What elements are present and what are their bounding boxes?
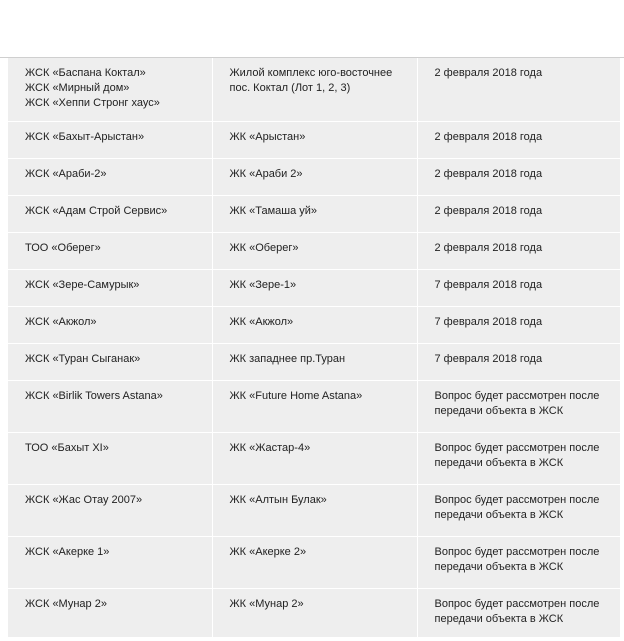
cell-text: ЖСК «Бахыт-Арыстан» — [25, 131, 145, 143]
cell-text: 2 февраля 2018 года — [434, 168, 543, 180]
complex-cell — [212, 381, 417, 433]
cell-text: передачи объекта в ЖСК — [434, 457, 564, 469]
cell-text: передачи объекта в ЖСК — [434, 405, 564, 417]
table-row — [8, 381, 620, 433]
organization-cell — [8, 270, 212, 307]
table-row — [8, 159, 620, 196]
cell-text: 7 февраля 2018 года — [434, 353, 543, 365]
cell-text: ЖК «Арыстан» — [229, 131, 306, 143]
cell-text: 2 февраля 2018 года — [434, 67, 543, 79]
cell-text: ЖСК «Жас Отау 2007» — [25, 494, 143, 506]
cell-text: 2 февраля 2018 года — [434, 205, 543, 217]
cell-text: Жилой комплекс юго-восточнее — [229, 67, 393, 79]
complex-cell — [212, 58, 417, 122]
organization-cell — [8, 433, 212, 485]
cell-text: ЖСК «Араби-2» — [25, 168, 107, 180]
cell-text: 2 февраля 2018 года — [434, 242, 543, 254]
cell-text: Вопрос будет рассмотрен после — [434, 598, 600, 610]
top-bar — [0, 0, 624, 58]
complex-cell — [212, 537, 417, 589]
complex-cell — [212, 307, 417, 344]
cell-text: 7 февраля 2018 года — [434, 279, 543, 291]
complex-cell — [212, 344, 417, 381]
table-body — [8, 58, 620, 641]
table-row — [8, 344, 620, 381]
cell-text: ЖК «Жастар-4» — [229, 442, 311, 454]
complex-cell — [212, 159, 417, 196]
cell-text: ЖСК «Адам Строй Сервис» — [25, 205, 168, 217]
organization-cell — [8, 196, 212, 233]
cell-text: ЖСК «Birlik Towers Astana» — [25, 390, 163, 402]
cell-text: ЖК «Мунар 2» — [229, 598, 304, 610]
organization-cell — [8, 485, 212, 537]
date-cell — [417, 196, 620, 233]
cell-text: ТОО «Оберег» — [25, 242, 101, 254]
table-row — [8, 433, 620, 485]
organization-cell — [8, 233, 212, 270]
cell-text: ЖК «Акерке 2» — [229, 546, 307, 558]
organization-cell — [8, 58, 212, 122]
table-container — [8, 58, 620, 637]
cell-text: 7 февраля 2018 года — [434, 316, 543, 328]
cell-text: передачи объекта в ЖСК — [434, 561, 564, 573]
organization-cell — [8, 537, 212, 589]
date-cell — [417, 344, 620, 381]
organization-cell — [8, 159, 212, 196]
organization-cell — [8, 589, 212, 641]
date-cell — [417, 381, 620, 433]
cell-text: ТОО «Бахыт XI» — [25, 442, 109, 454]
cell-text: ЖСК «Зере-Самурык» — [25, 279, 140, 291]
cell-text: Вопрос будет рассмотрен после — [434, 442, 600, 454]
table-row — [8, 233, 620, 270]
cell-text: ЖСК «Баспана Коктал» — [25, 67, 146, 79]
cell-text: ЖСК «Мунар 2» — [25, 598, 107, 610]
cell-text: ЖК «Future Home Astana» — [229, 390, 363, 402]
organization-cell — [8, 381, 212, 433]
table-row — [8, 307, 620, 344]
complex-cell — [212, 233, 417, 270]
date-cell — [417, 537, 620, 589]
table-row — [8, 589, 620, 641]
cell-text: Вопрос будет рассмотрен после — [434, 546, 600, 558]
complex-cell — [212, 589, 417, 641]
housing-table — [8, 58, 620, 641]
cell-text: ЖК «Оберег» — [229, 242, 299, 254]
cell-text: ЖК «Алтын Булак» — [229, 494, 327, 506]
date-cell — [417, 433, 620, 485]
date-cell — [417, 270, 620, 307]
cell-text: ЖК «Акжол» — [229, 316, 294, 328]
cell-text: передачи объекта в ЖСК — [434, 613, 564, 625]
date-cell — [417, 589, 620, 641]
date-cell — [417, 159, 620, 196]
table-row — [8, 122, 620, 159]
date-cell — [417, 307, 620, 344]
cell-text: Вопрос будет рассмотрен после — [434, 390, 600, 402]
cell-text: ЖСК «Мирный дом» — [25, 82, 130, 94]
complex-cell — [212, 433, 417, 485]
cell-text: ЖК западнее пр.Туран — [229, 353, 346, 365]
cell-text: ЖСК «Туран Сыганак» — [25, 353, 141, 365]
organization-cell — [8, 122, 212, 159]
date-cell — [417, 485, 620, 537]
cell-text: 2 февраля 2018 года — [434, 131, 543, 143]
table-row — [8, 58, 620, 122]
cell-text: пос. Коктал (Лот 1, 2, 3) — [229, 82, 351, 94]
table-row — [8, 537, 620, 589]
complex-cell — [212, 122, 417, 159]
complex-cell — [212, 196, 417, 233]
date-cell — [417, 58, 620, 122]
complex-cell — [212, 270, 417, 307]
cell-text: ЖСК «Хеппи Стронг хаус» — [25, 97, 160, 109]
organization-cell — [8, 344, 212, 381]
organization-cell — [8, 307, 212, 344]
cell-text: ЖК «Араби 2» — [229, 168, 303, 180]
date-cell — [417, 122, 620, 159]
cell-text: передачи объекта в ЖСК — [434, 509, 564, 521]
cell-text: Вопрос будет рассмотрен после — [434, 494, 600, 506]
table-row — [8, 485, 620, 537]
cell-text: ЖК «Зере-1» — [229, 279, 297, 291]
cell-text: ЖК «Тамаша уй» — [229, 205, 318, 217]
date-cell — [417, 233, 620, 270]
complex-cell — [212, 485, 417, 537]
table-row — [8, 270, 620, 307]
table-row — [8, 196, 620, 233]
cell-text: ЖСК «Акерке 1» — [25, 546, 110, 558]
cell-text: ЖСК «Акжол» — [25, 316, 97, 328]
